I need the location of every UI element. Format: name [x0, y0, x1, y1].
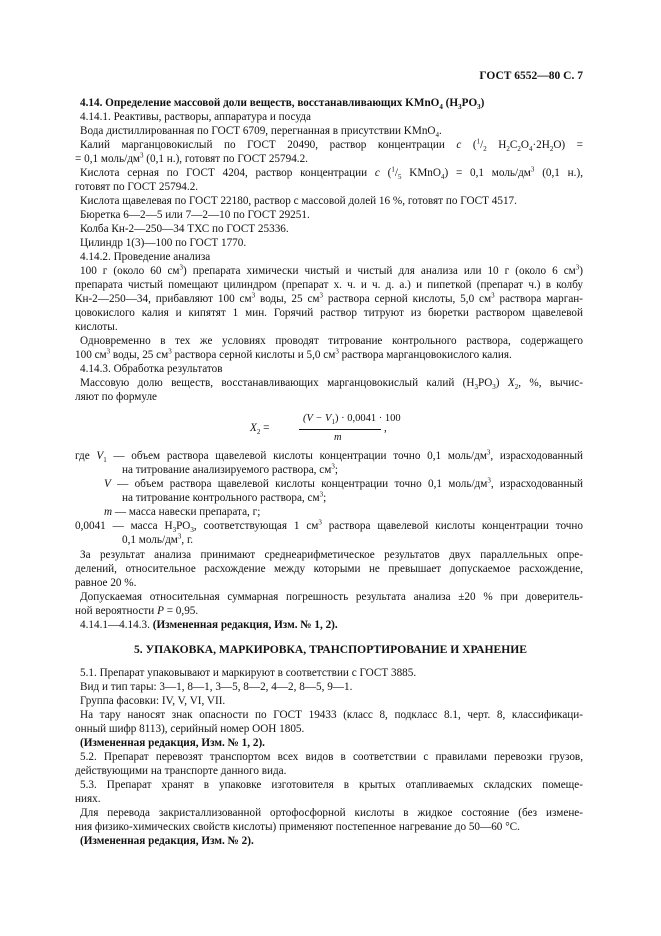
- section-5-title: 5. УПАКОВКА, МАРКИРОВКА, ТРАНСПОРТИРОВАНИЕ И ХРАНЕНИЕ: [133, 643, 528, 656]
- formula-numerator: $(V - V_1) \cdot 0,0041 \cdot 100$: [303, 413, 401, 427]
- para-control-2: 100 $см^3$ воды, 25 $см^3$ раствора серной кислоты и 5,0 $см^3$ раствора марганцовокислого калия.: [75, 347, 512, 361]
- where-v1-1: где $V_1$ — объем раствора щавелевой кислоты концентрации точно 0,1 моль/$дм^3$, израсходованный: [75, 448, 583, 465]
- para-control-1: Одновременно в тех же условиях проводят титрование контрольного раствора, содержащего: [80, 335, 583, 347]
- para-kmno4-2: = 0,1 моль/$дм^3$ (0,1 н.), готовят по ГОСТ 25794.2.: [75, 151, 308, 165]
- formula-comma: ,: [384, 422, 387, 434]
- where-coef-1: 0,0041 — масса $H_3PO_3$, соответствующая 1 $см^3$ раствора щавелевой кислоты концентрации точно: [75, 518, 583, 535]
- result-6: 4.14.1—4.14.3. (Измененная редакция, Изм. № 1, 2).: [80, 619, 338, 631]
- s5-line-3: Группа фасовки: IV, V, VI, VII.: [80, 695, 226, 707]
- para-sulfuric-2: готовят по ГОСТ 25794.2.: [75, 181, 199, 193]
- para-proc-2: препарата чистый помещают цилиндром (препарат х. ч. и ч. д. а.) и пипеткой (препарат ч.) в колбу: [75, 279, 583, 291]
- para-flask: Колба Кн-2—250—34 ТХС по ГОСТ 25336.: [80, 223, 289, 235]
- s5-line-9: 5.3. Препарат хранят в упаковке изготовителя в крытых отапливаемых складских помеще-: [80, 779, 583, 791]
- para-kmno4-1: Калий марганцовокислый по ГОСТ 20490, раствор концентрации c ($^1/_2$ $H_2C_2O_4\cdot 2H_2O$) =: [80, 137, 583, 154]
- para-burette: Бюретка 6—2—5 или 7—2—10 по ГОСТ 29251.: [80, 209, 310, 221]
- formula-denominator: m: [334, 432, 342, 443]
- s5-line-4: На тару наносят знак опасности по ГОСТ 19433 (класс 8, подкласс 8.1, черт. 8, классификаци-: [80, 709, 583, 721]
- s5-line-2: Вид и тип тары: 3—1, 8—1, 3—5, 8—2, 4—2, 8—5, 9—1.: [80, 681, 353, 693]
- para-cylinder: Цилиндр 1(3)—100 по ГОСТ 1770.: [80, 237, 247, 249]
- formula-lhs: $X_2$ =: [250, 422, 270, 437]
- s5-line-1: 5.1. Препарат упаковывают и маркируют в соответствии с ГОСТ 3885.: [80, 667, 417, 679]
- section-4-14-title: 4.14. Определение массовой доли веществ, восстанавливающих KMnO$_4$ $(H_3PO_3)$: [80, 97, 485, 112]
- para-proc-1: 100 г (около 60 $см^3$) препарата химически чистый и чистый для анализа или 10 г (около 6 $см^3$): [80, 263, 583, 277]
- s5-line-11: Для перевода закристаллизованной ортофосфорной кислоты в жидкое состояние (без измене-: [80, 807, 583, 819]
- s5-line-7: 5.2. Препарат перевозят транспортом всех видов в соответствии с правилами перевозки грузов,: [80, 751, 583, 763]
- result-1: За результат анализа принимают среднеарифметическое результатов двух параллельных опре-: [80, 549, 583, 561]
- s5-line-12: ния физико-химических свойств кислоты) применяют постепенное нагревание до 50—60 °С.: [75, 821, 520, 833]
- page-header: ГОСТ 6552—80 С. 7: [479, 70, 583, 82]
- para-4-14-3: 4.14.3. Обработка результатов: [80, 363, 223, 375]
- para-oxalic: Кислота щавелевая по ГОСТ 22180, раствор с массовой долей 16 %, готовят по ГОСТ 4517.: [80, 195, 517, 207]
- para-water: Вода дистиллированная по ГОСТ 6709, перегнанная в присутствии KMnO$_4$.: [80, 125, 442, 140]
- where-v1-2: на титрование анализируемого раствора, $см^3$;: [122, 462, 338, 476]
- para-4-14-2: 4.14.2. Проведение анализа: [80, 251, 211, 263]
- s5-line-6: (Измененная редакция, Изм. № 1, 2).: [80, 737, 265, 749]
- result-5: ной вероятности P = 0,95.: [75, 605, 199, 617]
- s5-line-8: действующими на транспорте данного вида.: [75, 765, 287, 777]
- result-3: равное 20 %.: [75, 577, 137, 589]
- para-4-14-1: 4.14.1. Реактивы, растворы, аппаратура и посуда: [80, 111, 311, 123]
- para-sulfuric-1: Кислота серная по ГОСТ 4204, раствор концентрации c ($^1/_5$ KMnO$_4$) = 0,1 моль/$дм^3$ (0,1 н.),: [80, 165, 583, 182]
- where-m: m — масса навески препарата, г;: [104, 506, 261, 518]
- where-v-2: на титрование контрольного раствора, $см^3$;: [122, 490, 327, 504]
- s5-line-10: ниях.: [75, 793, 101, 805]
- s5-line-5: онный шифр 8113), серийный номер ООН 1805.: [75, 723, 305, 735]
- s5-line-13: (Измененная редакция, Изм. № 2).: [80, 835, 254, 847]
- para-proc-5: кислоты.: [75, 321, 118, 333]
- para-calc-2: ляют по формуле: [75, 391, 157, 403]
- where-v-1: V — объем раствора щавелевой кислоты концентрации точно 0,1 моль/$дм^3$, израсходованный: [104, 476, 583, 490]
- result-4: Допускаемая относительная суммарная погрешность результата анализа ±20 % при доверитель-: [80, 591, 583, 603]
- result-2: делений, относительное расхождение между которыми не превышает допускаемое расхождение,: [75, 563, 583, 575]
- formula-fraction-bar: [299, 429, 381, 430]
- para-proc-3: Кн-2—250—34, прибавляют 100 $см^3$ воды, 25 $см^3$ раствора серной кислоты, 5,0 $см^3$ раствора марган-: [75, 291, 583, 305]
- where-coef-2: 0,1 моль/$дм^3$, г.: [122, 532, 194, 546]
- para-proc-4: цовокислого калия и кипятят 1 мин. Горячий раствор титруют из бюретки раствором щавелевой: [75, 307, 583, 319]
- para-calc-1: Массовую долю веществ, восстанавливающих марганцовокислый калий $(H_3PO_3)$ $X_2$, %, вычис-: [80, 377, 583, 392]
